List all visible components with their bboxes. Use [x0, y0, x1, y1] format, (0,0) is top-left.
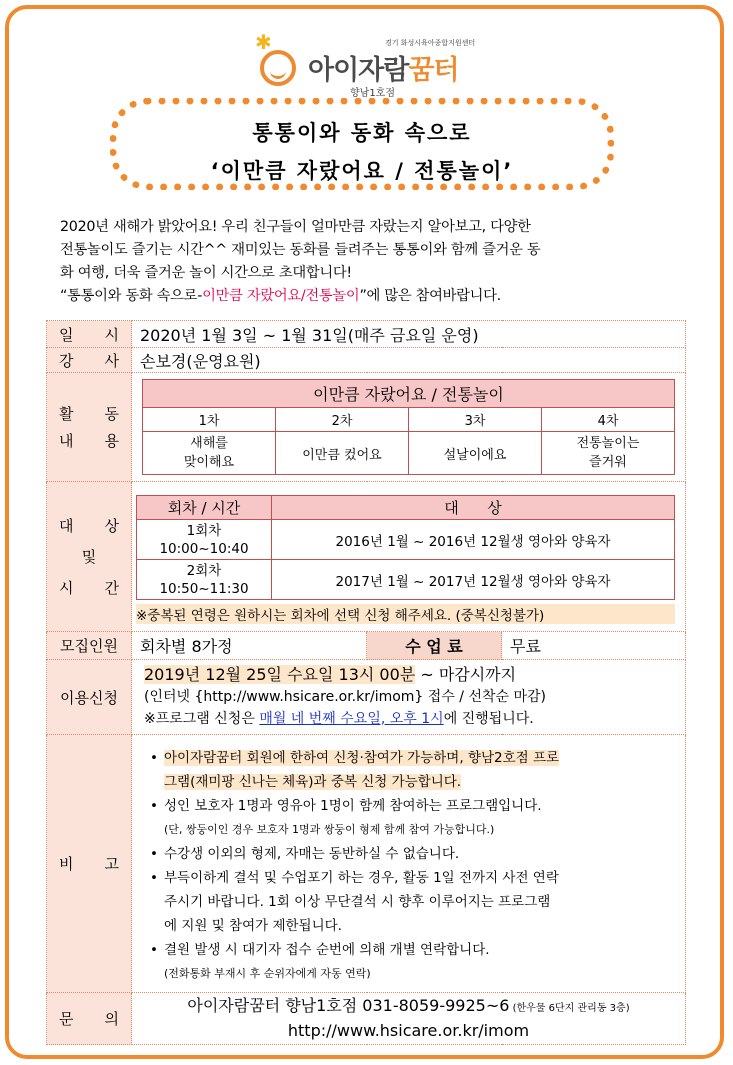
remark-4-line3: 에 지원 및 참여가 제한됩니다. [164, 917, 342, 934]
intro-line4-highlight: 이만큼 자랐어요/전통놀이 [202, 288, 360, 304]
content-3: 설날이에요 [409, 432, 542, 475]
info-table [46, 320, 686, 1045]
apply-internet: (인터넷 {http://www.hsicare.or.kr/imom} 접수 / 선착순 마감) [144, 689, 546, 705]
row-activity [47, 373, 686, 482]
content-1: 새해를 맞이해요 [143, 432, 276, 475]
session-2-name: 2회차 [186, 562, 222, 579]
remark-4-line2: 주시기 바랍니다. 1회 이상 무단결석 시 향후 이루어지는 프로그램 [164, 893, 551, 910]
label-instructor-b: 사 [104, 351, 119, 370]
label-target-a: 대 [59, 517, 74, 535]
remark-4-line1: 부득이하게 결석 및 수업포기 하는 경우, 활동 1일 전까지 사전 연락 [164, 869, 559, 886]
label-apply: 이용신청 [47, 660, 132, 735]
label-remarks-a: 비 [59, 855, 74, 873]
label-contact [47, 993, 132, 1045]
label-date-a: 일 [59, 325, 74, 344]
label-instructor [47, 348, 132, 373]
session-2-target: 2017년 1월 ~ 2017년 12월생 영아와 양육자 [272, 560, 675, 600]
value-activity [132, 373, 686, 482]
logo-name-part1: 아이자람 [308, 55, 409, 86]
sparkle-icon: ✱ [255, 30, 272, 54]
intro-line4 [60, 285, 680, 308]
session-col2: 대 상 [272, 496, 675, 520]
round-1: 1차 [143, 408, 276, 432]
label-date-b: 시 [104, 325, 119, 344]
label-instructor-a: 강 [59, 351, 74, 370]
intro-line1: 2020년 새해가 밝았어요! 우리 친구들이 얼마만큼 자랐는지 알아보고, 다양한 [60, 219, 531, 235]
activity-table-title: 이만큼 자랐어요 / 전통놀이 [143, 380, 675, 408]
label-activity-b: 동 [104, 405, 119, 423]
session-1-target: 2016년 1월 ~ 2016년 12월생 영아와 양육자 [272, 520, 675, 560]
session-1-time-value: 10:00~10:40 [159, 540, 249, 557]
session-note: ※중복된 연령은 원하시는 회차에 선택 신청 해주세요. (중복신청불가) [136, 604, 675, 624]
remark-1-line2: 그램(재미팡 신나는 체육)과 중복 신청 가능합니다. [164, 773, 462, 790]
smile-face-icon [260, 50, 296, 86]
logo-name [308, 48, 459, 87]
remarks-list [148, 746, 677, 986]
row-remarks [47, 735, 686, 993]
remark-5: • 결원 발생 시 대기자 접수 순번에 의해 개별 연락합니다. [148, 938, 677, 962]
session-2-time-value: 10:50~11:30 [159, 580, 249, 597]
intro-line3: 화 여행, 더욱 즐거운 놀이 시간으로 초대합니다! [60, 265, 352, 281]
round-4: 4차 [542, 408, 675, 432]
remark-3: • 수강생 이외의 형제, 자매는 동반하실 수 없습니다. [148, 842, 677, 866]
remark-1 [148, 746, 677, 794]
session-1-name: 1회차 [186, 522, 222, 539]
content-2: 이만큼 컸어요 [276, 432, 409, 475]
contact-phone: 아이자람꿈터 향남1호점 031-8059-9925~6 [187, 996, 510, 1015]
logo [250, 30, 520, 100]
remark-1-line1: 아이자람꿈터 회원에 한하여 신청·참여가 가능하며, 향남2호점 프로 [164, 749, 560, 766]
title-line2: ‘이만큼 자랐어요 / 전통놀이’ [210, 159, 514, 183]
logo-org: 경기 화성시육아종합지원센터 [385, 39, 476, 47]
label-target-c: 및 [81, 548, 97, 566]
title-line1: 통통이와 동화 속으로 [252, 121, 472, 145]
value-date: 2020년 1월 3일 ~ 1월 31일(매주 금요일 운영) [132, 321, 686, 348]
row-apply [47, 660, 686, 735]
label-activity-a: 활 [59, 405, 74, 423]
label-target [47, 482, 132, 632]
label-target-e: 간 [104, 579, 119, 597]
remark-2-note: (단, 쌍둥이인 경우 보호자 1명과 쌍둥이 형제 함께 참여 가능합니다.) [164, 822, 495, 836]
apply-note-c: 에 진행됩니다. [443, 711, 534, 727]
value-fee: 무료 [502, 632, 686, 660]
row-target [47, 482, 686, 632]
apply-date-tail: ~ 마감시까지 [415, 665, 517, 684]
value-recruit: 회차별 8가정 [132, 632, 367, 660]
logo-name-part2: 꿈터 [408, 55, 459, 86]
label-recruit: 모집인원 [47, 632, 132, 660]
value-apply [132, 660, 686, 735]
session-1-time [137, 520, 272, 560]
label-fee: 수 업 료 [367, 632, 502, 660]
label-activity-d: 용 [104, 432, 119, 450]
content-4: 전통놀이는 즐거워 [542, 432, 675, 475]
value-contact [132, 993, 686, 1045]
apply-date: 2019년 12월 25일 수요일 13시 00분 [144, 665, 416, 684]
apply-note-schedule: 매월 네 번째 수요일, 오후 1시 [259, 711, 444, 727]
logo-branch: 향남1호점 [350, 88, 396, 99]
row-recruit [47, 632, 686, 660]
label-activity [47, 373, 132, 482]
session-col1: 회차 / 시간 [137, 496, 272, 520]
remark-4 [148, 866, 677, 938]
label-target-b: 상 [104, 517, 119, 535]
intro-line4-c: ”에 많은 참여바랍니다. [359, 288, 501, 304]
label-remarks [47, 735, 132, 993]
value-remarks [132, 735, 686, 993]
label-contact-b: 의 [104, 1010, 119, 1028]
remark-5-note: (전화통화 부재시 후 순위자에게 자동 연락) [164, 966, 371, 980]
label-date [47, 321, 132, 348]
round-3: 3차 [409, 408, 542, 432]
intro-line2: 전통놀이도 즐기는 시간^^ 재미있는 동화를 들려주는 통통이와 함께 즐거운 동 [60, 242, 541, 258]
row-instructor [47, 348, 686, 373]
label-remarks-b: 고 [104, 855, 119, 873]
apply-note-a: ※프로그램 신청은 [144, 711, 260, 727]
value-target [132, 482, 686, 632]
remark-2: • 성인 보호자 1명과 영유아 1명이 함께 참여하는 프로그램입니다. [148, 794, 677, 818]
intro-text [60, 216, 680, 308]
intro-line4-a: “통통이와 동화 속으로- [60, 288, 203, 304]
round-2: 2차 [276, 408, 409, 432]
session-2-time [137, 560, 272, 600]
row-contact [47, 993, 686, 1045]
label-contact-a: 문 [59, 1010, 74, 1028]
contact-location: (한우물 6단지 관리동 3층) [509, 1003, 630, 1014]
contact-url[interactable]: http://www.hsicare.or.kr/imom [287, 1021, 530, 1040]
title-box [110, 98, 614, 190]
row-date [47, 321, 686, 348]
label-target-d: 시 [59, 579, 74, 597]
session-table [136, 495, 675, 600]
label-activity-c: 내 [59, 432, 74, 450]
value-instructor: 손보경(운영요원) [132, 348, 686, 373]
activity-table [142, 379, 675, 475]
